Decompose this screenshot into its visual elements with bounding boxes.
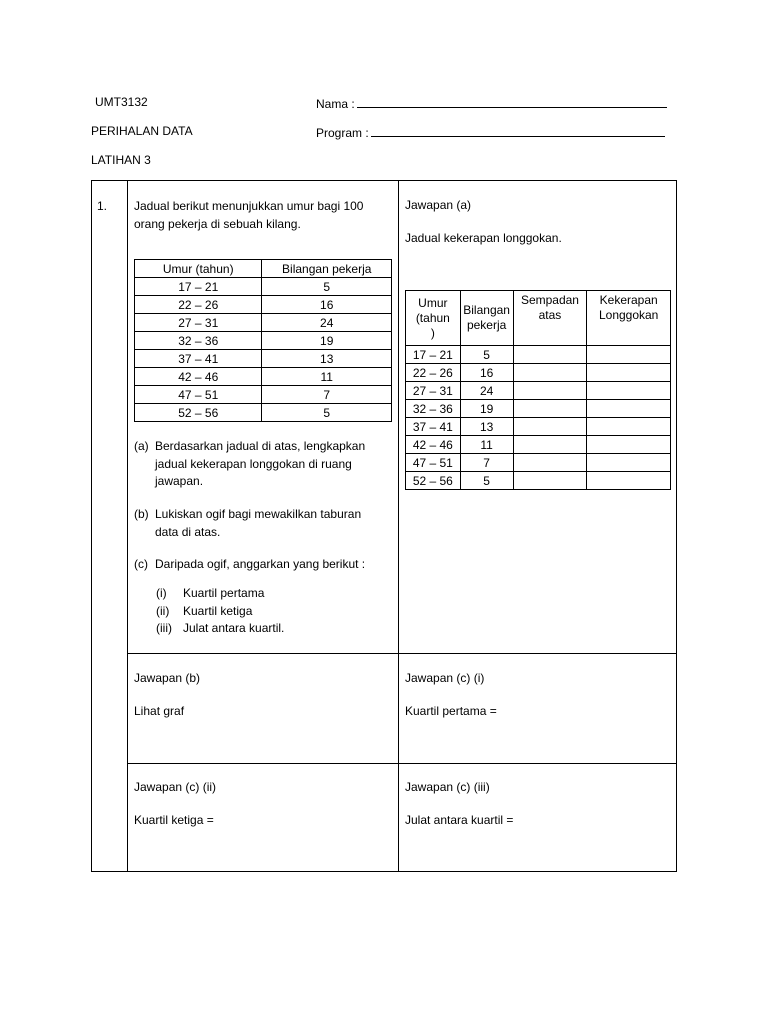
table-row <box>406 382 671 400</box>
part-a-line-3: jawapan. <box>155 474 204 488</box>
table-row <box>406 364 671 382</box>
upper-boundary-cell[interactable] <box>513 436 587 454</box>
row-divider-2 <box>127 763 677 764</box>
count-cell: 19 <box>460 400 513 418</box>
header-age: Umur (tahun) <box>135 260 262 278</box>
cumulative-frequency-cell[interactable] <box>587 418 671 436</box>
cumulative-frequency-cell[interactable] <box>587 454 671 472</box>
table-row <box>135 278 392 296</box>
age-cell: 52 – 56 <box>135 404 262 422</box>
cumulative-frequency-cell[interactable] <box>587 382 671 400</box>
part-a-line-1: Berdasarkan jadual di atas, lengkapkan <box>155 439 366 453</box>
number-column-divider <box>127 180 128 872</box>
table-row <box>135 314 392 332</box>
table-row <box>135 296 392 314</box>
answer-c-i-title: Jawapan (c) (i) <box>405 671 485 685</box>
cumulative-frequency-cell[interactable] <box>587 400 671 418</box>
row-divider-1 <box>127 653 677 654</box>
age-cell: 32 – 36 <box>135 332 262 350</box>
intro-line-1: Jadual berikut menunjukkan umur bagi 100 <box>134 199 364 213</box>
header-cumulative-frequency: Kekerapan Longgokan <box>587 291 671 346</box>
count-cell: 11 <box>262 368 392 386</box>
age-cell: 32 – 36 <box>406 400 461 418</box>
count-cell: 7 <box>262 386 392 404</box>
count-cell: 13 <box>262 350 392 368</box>
age-cell: 52 – 56 <box>406 472 461 490</box>
count-cell: 24 <box>262 314 392 332</box>
age-cell: 37 – 41 <box>135 350 262 368</box>
upper-boundary-cell[interactable] <box>513 400 587 418</box>
count-cell: 7 <box>460 454 513 472</box>
table-row <box>135 404 392 422</box>
answer-c-i-text: Kuartil pertama = <box>405 704 497 718</box>
age-cell: 27 – 31 <box>406 382 461 400</box>
name-blank-line[interactable] <box>357 95 667 108</box>
course-title: PERIHALAN DATA <box>91 124 193 138</box>
item-text: Kuartil pertama <box>183 586 265 600</box>
table-row <box>135 386 392 404</box>
table-row <box>406 418 671 436</box>
upper-boundary-cell[interactable] <box>513 346 587 364</box>
program-label: Program : <box>316 126 369 140</box>
count-cell: 5 <box>460 346 513 364</box>
item-label: (ii) <box>156 603 170 618</box>
part-b-label: (b) <box>134 507 149 521</box>
answer-table-header-row <box>406 291 671 346</box>
list-item <box>156 603 284 621</box>
upper-boundary-cell[interactable] <box>513 382 587 400</box>
part-b-line-2: data di atas. <box>155 524 221 539</box>
table-row <box>406 454 671 472</box>
answer-c-iii-title: Jawapan (c) (iii) <box>405 780 490 794</box>
part-a-label: (a) <box>134 439 149 453</box>
item-label: (iii) <box>156 621 172 635</box>
part-b-line-1: Lukiskan ogif bagi mewakilkan taburan <box>155 507 362 521</box>
upper-boundary-cell[interactable] <box>513 472 587 490</box>
table-row <box>135 350 392 368</box>
part-a <box>134 438 365 491</box>
age-cell: 27 – 31 <box>135 314 262 332</box>
upper-boundary-cell[interactable] <box>513 364 587 382</box>
answer-c-ii-text: Kuartil ketiga = <box>134 813 214 827</box>
list-item <box>156 620 284 638</box>
age-data-table <box>134 259 392 422</box>
name-field[interactable] <box>316 95 667 112</box>
table-row <box>135 368 392 386</box>
header-upper-boundary: Sempadan atas <box>513 291 587 346</box>
age-cell: 42 – 46 <box>406 436 461 454</box>
age-cell: 47 – 51 <box>406 454 461 472</box>
question-number: 1. <box>97 199 108 213</box>
answer-c-ii-title: Jawapan (c) (ii) <box>134 780 217 794</box>
age-cell: 17 – 21 <box>406 346 461 364</box>
table-row <box>406 346 671 364</box>
count-cell: 24 <box>460 382 513 400</box>
upper-boundary-cell[interactable] <box>513 418 587 436</box>
age-cell: 22 – 26 <box>406 364 461 382</box>
cumulative-frequency-table <box>405 290 671 490</box>
exercise-title: LATIHAN 3 <box>91 153 151 167</box>
item-label: (i) <box>156 586 167 600</box>
table-row <box>406 472 671 490</box>
cumulative-frequency-cell[interactable] <box>587 346 671 364</box>
cumulative-frequency-cell[interactable] <box>587 472 671 490</box>
table-row <box>135 332 392 350</box>
age-cell: 17 – 21 <box>135 278 262 296</box>
age-cell: 42 – 46 <box>135 368 262 386</box>
program-blank-line[interactable] <box>371 124 665 137</box>
answer-c-iii-text: Julat antara kuartil = <box>405 813 514 827</box>
name-label: Nama : <box>316 97 355 111</box>
age-cell: 37 – 41 <box>406 418 461 436</box>
table-row <box>406 436 671 454</box>
count-cell: 5 <box>262 404 392 422</box>
part-c <box>134 556 365 574</box>
answer-b-title: Jawapan (b) <box>134 671 201 685</box>
upper-boundary-cell[interactable] <box>513 454 587 472</box>
cumulative-frequency-cell[interactable] <box>587 436 671 454</box>
part-c-items <box>156 585 284 638</box>
age-cell: 47 – 51 <box>135 386 262 404</box>
answer-b-text: Lihat graf <box>134 704 185 718</box>
count-cell: 13 <box>460 418 513 436</box>
answer-a-subtitle: Jadual kekerapan longgokan. <box>405 231 562 245</box>
table-header-row <box>135 260 392 278</box>
part-c-label: (c) <box>134 557 148 571</box>
header-age: Umur (tahun ) <box>406 291 461 346</box>
count-cell: 16 <box>460 364 513 382</box>
count-cell: 16 <box>262 296 392 314</box>
answer-column-divider <box>398 180 399 872</box>
age-cell: 22 – 26 <box>135 296 262 314</box>
header-workers: Bilangan pekerja <box>262 260 392 278</box>
cumulative-frequency-cell[interactable] <box>587 364 671 382</box>
program-field[interactable] <box>316 124 665 141</box>
question-intro <box>134 198 363 233</box>
header-workers: Bilangan pekerja <box>460 291 513 346</box>
part-a-line-2: jadual kekerapan longgokan di ruang <box>155 456 352 471</box>
part-b <box>134 506 361 541</box>
list-item <box>156 585 284 603</box>
item-text: Kuartil ketiga <box>183 603 253 618</box>
intro-line-2: orang pekerja di sebuah kilang. <box>134 216 301 231</box>
table-row <box>406 400 671 418</box>
answer-a-title: Jawapan (a) <box>405 198 472 212</box>
part-c-line-1: Daripada ogif, anggarkan yang berikut : <box>155 557 366 571</box>
count-cell: 19 <box>262 332 392 350</box>
count-cell: 5 <box>460 472 513 490</box>
course-code: UMT3132 <box>95 95 148 109</box>
count-cell: 11 <box>460 436 513 454</box>
count-cell: 5 <box>262 278 392 296</box>
item-text: Julat antara kuartil. <box>183 621 285 635</box>
